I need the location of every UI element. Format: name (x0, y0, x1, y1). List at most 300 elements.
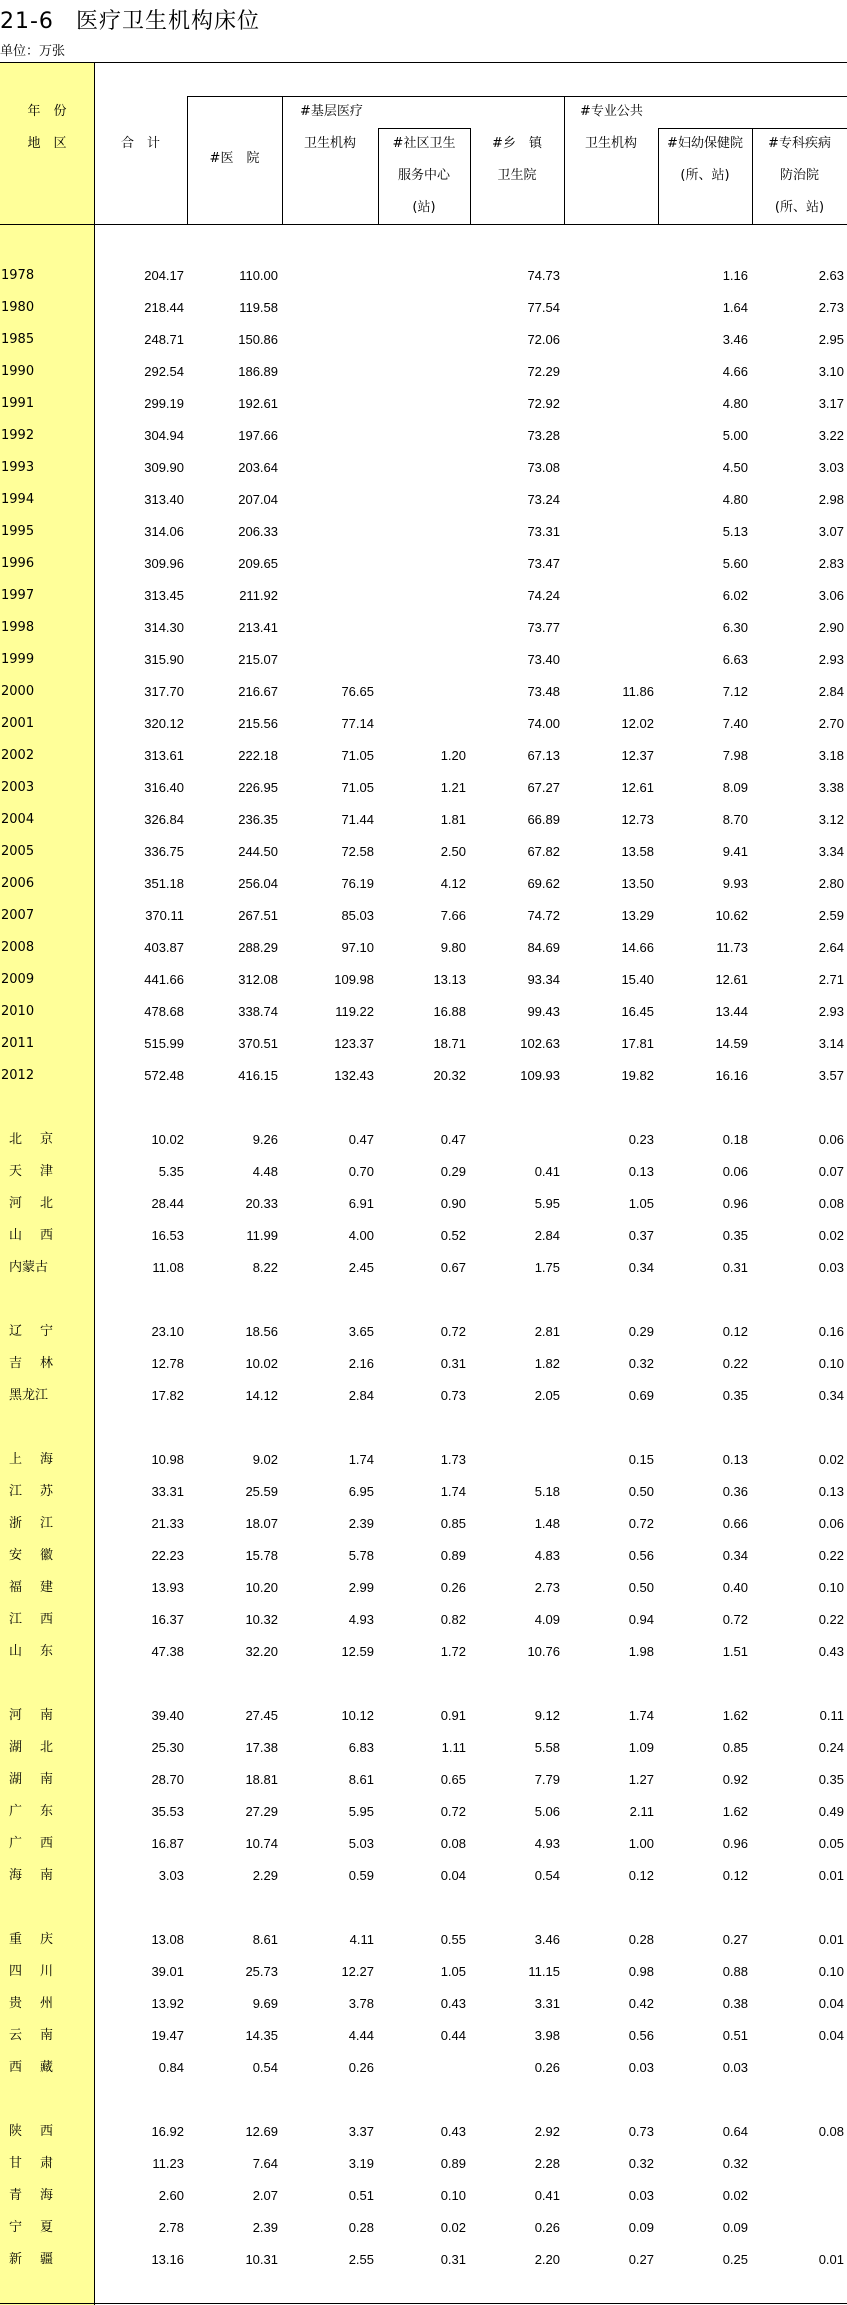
table-cell: 11.23 (152, 2156, 184, 2171)
table-cell: 13.44 (715, 1004, 748, 1019)
table-cell: 3.31 (534, 1996, 560, 2011)
year-row (0, 516, 847, 548)
region-row (0, 2212, 847, 2244)
table-cell: 314.06 (144, 524, 184, 539)
table-cell: 11.73 (716, 940, 748, 955)
table-cell: 7.79 (534, 1772, 560, 1787)
table-cell: 72.92 (527, 396, 560, 411)
table-cell: 2.84 (348, 1388, 374, 1403)
region-row (0, 1604, 847, 1636)
table-cell: 12.69 (245, 2124, 278, 2139)
table-cell: 12.02 (621, 716, 654, 731)
year-row (0, 292, 847, 324)
table-cell: 0.59 (348, 1868, 374, 1883)
table-cell: 17.38 (245, 1740, 278, 1755)
table-cell: 39.40 (151, 1708, 184, 1723)
table-cell: 1.75 (534, 1260, 560, 1275)
region-label (8, 1188, 53, 1220)
table-cell: 3.10 (818, 364, 844, 379)
table-cell: 0.03 (628, 2188, 654, 2203)
row-label-text: 重 (9, 1932, 23, 1947)
table-cell: 67.27 (527, 780, 560, 795)
table-cell: 0.18 (722, 1132, 748, 1147)
table-cell: 25.73 (245, 1964, 278, 1979)
table-cell: 0.89 (440, 2156, 466, 2171)
row-label-text: 1978 (1, 268, 35, 283)
year-row (0, 740, 847, 772)
table-cell: 10.74 (245, 1836, 278, 1851)
table-cell: 0.64 (722, 2124, 748, 2139)
table-cell: 10.32 (245, 1612, 278, 1627)
table-cell: 314.30 (144, 620, 184, 635)
row-label-text: 西 (39, 2124, 53, 2139)
table-cell: 0.41 (534, 1164, 560, 1179)
table-cell: 85.03 (341, 908, 374, 923)
table-cell: 0.12 (722, 1868, 748, 1883)
table-cell: 204.17 (144, 268, 184, 283)
region-label (8, 1796, 53, 1828)
table-cell: 2.95 (818, 332, 844, 347)
row-label-text: 新 (9, 2252, 23, 2267)
table-cell: 0.26 (348, 2060, 374, 2075)
region-row (0, 1156, 847, 1188)
table-cell: 309.90 (144, 460, 184, 475)
table-cell: 0.02 (722, 2188, 748, 2203)
table-cell: 16.87 (151, 1836, 184, 1851)
region-label (8, 1540, 53, 1572)
table-cell: 0.13 (628, 1164, 654, 1179)
table-cell: 25.30 (151, 1740, 184, 1755)
table-cell: 0.22 (722, 1356, 748, 1371)
header-public: #专业公共 (580, 104, 643, 119)
region-label (8, 2148, 53, 2180)
table-cell: 9.12 (534, 1708, 560, 1723)
table-cell: 3.98 (534, 2028, 560, 2043)
year-label (0, 388, 95, 420)
region-row (0, 2020, 847, 2052)
table-cell: 77.54 (527, 300, 560, 315)
table-cell: 71.05 (341, 748, 374, 763)
table-cell: 74.00 (527, 716, 560, 731)
table-cell: 186.89 (238, 364, 278, 379)
table-cell: 77.14 (341, 716, 374, 731)
table-cell: 0.01 (818, 2252, 844, 2267)
table-cell: 74.24 (527, 588, 560, 603)
table-cell: 206.33 (238, 524, 278, 539)
region-row (0, 1828, 847, 1860)
table-cell: 0.73 (440, 1388, 466, 1403)
table-cell: 0.10 (818, 1964, 844, 1979)
table-cell: 74.72 (527, 908, 560, 923)
table-cell: 39.01 (151, 1964, 184, 1979)
table-cell: 16.88 (433, 1004, 466, 1019)
table-cell: 0.94 (628, 1612, 654, 1627)
table-cell: 0.29 (440, 1164, 466, 1179)
table-cell: 0.03 (818, 1260, 844, 1275)
row-label-text: 南 (39, 2028, 53, 2043)
table-cell: 8.09 (722, 780, 748, 795)
region-label (8, 1444, 53, 1476)
header-total: 合 计 (120, 136, 160, 151)
row-label-text: 2004 (1, 812, 35, 827)
table-cell: 47.38 (151, 1644, 184, 1659)
table-cell: 3.78 (348, 1996, 374, 2011)
row-label-text: 南 (39, 1772, 53, 1787)
table-cell: 0.02 (440, 2220, 466, 2235)
table-cell: 73.47 (527, 556, 560, 571)
region-row (0, 1188, 847, 1220)
table-cell: 14.59 (715, 1036, 748, 1051)
table-cell: 33.31 (151, 1484, 184, 1499)
table-cell: 28.44 (151, 1196, 184, 1211)
row-label-text: 海 (39, 2188, 53, 2203)
table-cell: 1.62 (722, 1804, 748, 1819)
region-row (0, 1860, 847, 1892)
table-cell: 14.66 (621, 940, 654, 955)
table-cell: 67.82 (527, 844, 560, 859)
table-cell: 215.07 (238, 652, 278, 667)
table-cell: 0.73 (628, 2124, 654, 2139)
table-cell: 12.73 (621, 812, 654, 827)
table-cell: 0.65 (440, 1772, 466, 1787)
row-label-text: 河 (9, 1708, 23, 1723)
row-label-text: 东 (39, 1644, 53, 1659)
table-cell: 6.91 (348, 1196, 374, 1211)
table-cell: 73.24 (527, 492, 560, 507)
table-cell: 256.04 (238, 876, 278, 891)
year-label (0, 932, 95, 964)
table-cell: 0.10 (440, 2188, 466, 2203)
row-label-text: 宁 (39, 1324, 53, 1339)
table-cell: 18.81 (245, 1772, 278, 1787)
row-label-text: 京 (39, 1132, 53, 1147)
table-cell: 12.59 (341, 1644, 374, 1659)
row-label-text: 1980 (1, 300, 35, 315)
row-label-text: 陕 (9, 2124, 23, 2139)
table-cell: 9.80 (440, 940, 466, 955)
table-cell: 1.11 (441, 1740, 466, 1755)
table-cell: 7.12 (722, 684, 748, 699)
table-cell: 13.92 (151, 1996, 184, 2011)
table-cell: 2.39 (252, 2220, 278, 2235)
row-label-text: 天 (9, 1164, 23, 1179)
region-label (8, 1604, 53, 1636)
table-cell: 2.50 (440, 844, 466, 859)
row-label-text: 川 (39, 1964, 53, 1979)
table-cell: 0.55 (440, 1932, 466, 1947)
table-cell: 4.12 (440, 876, 466, 891)
row-label-text: 南 (39, 1868, 53, 1883)
row-label-text: 2009 (1, 972, 35, 987)
table-cell: 441.66 (144, 972, 184, 987)
row-label-text: 湖 (9, 1772, 23, 1787)
header-specialty-2: 防治院 (779, 168, 819, 183)
year-row (0, 804, 847, 836)
table-cell: 0.15 (628, 1452, 654, 1467)
row-label-text: 2007 (1, 908, 35, 923)
region-label (8, 2052, 53, 2084)
region-label (8, 1316, 53, 1348)
row-label-text: 1985 (1, 332, 35, 347)
year-row (0, 900, 847, 932)
row-label-text: 1995 (1, 524, 35, 539)
table-cell: 7.98 (722, 748, 748, 763)
region-label (8, 1252, 53, 1284)
table-cell: 0.13 (722, 1452, 748, 1467)
table-cell: 2.28 (534, 2156, 560, 2171)
table-cell: 11.15 (528, 1964, 560, 1979)
region-label (8, 2212, 53, 2244)
table-cell: 0.85 (722, 1740, 748, 1755)
region-label (8, 1636, 53, 1668)
year-label (0, 356, 95, 388)
table-cell: 4.93 (534, 1836, 560, 1851)
table-cell: 515.99 (144, 1036, 184, 1051)
row-label-text: 宁 (9, 2220, 23, 2235)
header-community-1: #社区卫生 (392, 136, 456, 151)
table-cell: 211.92 (239, 588, 278, 603)
table-cell: 3.19 (348, 2156, 374, 2171)
year-row (0, 644, 847, 676)
region-label (8, 1572, 53, 1604)
table-cell: 3.17 (818, 396, 844, 411)
table-cell: 93.34 (527, 972, 560, 987)
table-cell: 2.29 (252, 1868, 278, 1883)
table-cell: 0.54 (252, 2060, 278, 2075)
table-cell: 304.94 (144, 428, 184, 443)
row-label-text: 西 (39, 1836, 53, 1851)
row-label-text: 广 (9, 1836, 23, 1851)
row-label-text: 建 (39, 1580, 53, 1595)
region-row (0, 1124, 847, 1156)
table-cell: 73.48 (527, 684, 560, 699)
table-cell: 0.03 (628, 2060, 654, 2075)
region-row (0, 2052, 847, 2084)
region-label (8, 1508, 53, 1540)
header-township-2: 卫生院 (497, 168, 537, 183)
row-label-text: 北 (39, 1196, 53, 1211)
year-label (0, 1060, 95, 1092)
year-label (0, 708, 95, 740)
table-cell: 0.51 (348, 2188, 374, 2203)
region-row (0, 1316, 847, 1348)
table-cell: 6.63 (722, 652, 748, 667)
table-cell: 7.40 (722, 716, 748, 731)
header-mch-2: (所、站) (680, 168, 730, 183)
table-cell: 10.98 (151, 1452, 184, 1467)
region-label (8, 1700, 53, 1732)
table-cell: 17.81 (621, 1036, 654, 1051)
table-cell: 15.78 (245, 1548, 278, 1563)
header-public-inst: 卫生机构 (584, 136, 637, 151)
row-label-text: 北 (39, 1740, 53, 1755)
table-cell: 4.11 (349, 1932, 374, 1947)
row-label-text: 福 (9, 1580, 23, 1595)
year-row (0, 324, 847, 356)
row-label-text: 肃 (39, 2156, 53, 2171)
table-cell: 9.69 (252, 1996, 278, 2011)
table-cell: 1.20 (440, 748, 466, 763)
table-cell: 0.98 (628, 1964, 654, 1979)
region-label (8, 1476, 53, 1508)
table-cell: 3.07 (818, 524, 844, 539)
table-cell: 5.60 (722, 556, 748, 571)
table-cell: 222.18 (238, 748, 278, 763)
region-row (0, 1956, 847, 1988)
year-label (0, 836, 95, 868)
year-label (0, 644, 95, 676)
table-cell: 416.15 (238, 1068, 278, 1083)
table-cell: 0.03 (722, 2060, 748, 2075)
table-cell: 12.78 (151, 1356, 184, 1371)
header-grassroots: #基层医疗 (300, 104, 363, 119)
table-cell: 338.74 (238, 1004, 278, 1019)
year-row (0, 708, 847, 740)
table-cell: 6.83 (348, 1740, 374, 1755)
table-cell: 20.33 (245, 1196, 278, 1211)
table-cell: 226.95 (238, 780, 278, 795)
table-cell: 5.95 (534, 1196, 560, 1211)
region-row (0, 2116, 847, 2148)
table-cell: 0.56 (628, 1548, 654, 1563)
row-label-text: 2001 (1, 716, 35, 731)
table-cell: 0.26 (440, 1580, 466, 1595)
row-label-text: 2006 (1, 876, 35, 891)
table-cell: 0.69 (628, 1388, 654, 1403)
table-cell: 0.72 (628, 1516, 654, 1531)
table-cell: 0.90 (440, 1196, 466, 1211)
table-cell: 0.32 (722, 2156, 748, 2171)
year-row (0, 868, 847, 900)
table-cell: 1.82 (534, 1356, 560, 1371)
table-cell: 3.46 (722, 332, 748, 347)
table-cell: 197.66 (238, 428, 278, 443)
table-cell: 3.37 (348, 2124, 374, 2139)
table-cell: 0.41 (534, 2188, 560, 2203)
table-cell: 7.66 (440, 908, 466, 923)
table-cell: 10.31 (245, 2252, 278, 2267)
table-cell: 0.09 (722, 2220, 748, 2235)
row-label-text: 疆 (39, 2252, 53, 2267)
region-label (8, 2116, 53, 2148)
table-cell: 218.44 (144, 300, 184, 315)
region-label (8, 1124, 53, 1156)
region-label (8, 1156, 53, 1188)
table-cell: 2.99 (348, 1580, 374, 1595)
region-row (0, 1700, 847, 1732)
table-cell: 97.10 (341, 940, 374, 955)
table-cell: 2.39 (348, 1516, 374, 1531)
table-cell: 0.02 (818, 1452, 844, 1467)
table-cell: 0.38 (722, 1996, 748, 2011)
table-cell: 2.84 (818, 684, 844, 699)
row-label-text: 夏 (39, 2220, 53, 2235)
table-cell: 215.56 (238, 716, 278, 731)
region-label (8, 1220, 53, 1252)
row-label-text: 江 (9, 1484, 23, 1499)
table-cell: 3.46 (534, 1932, 560, 1947)
region-row (0, 1508, 847, 1540)
table-cell: 76.65 (341, 684, 374, 699)
year-row (0, 388, 847, 420)
table-cell: 0.96 (722, 1836, 748, 1851)
year-label (0, 1028, 95, 1060)
table-cell: 0.88 (722, 1964, 748, 1979)
region-label (8, 2180, 53, 2212)
row-label-text: 1992 (1, 428, 35, 443)
table-cell: 1.00 (628, 1836, 654, 1851)
table-cell: 3.03 (158, 1868, 184, 1883)
table-cell: 5.03 (348, 1836, 374, 1851)
table-cell: 0.91 (440, 1708, 466, 1723)
table-cell: 11.08 (152, 1260, 184, 1275)
table-cell: 2.93 (818, 1004, 844, 1019)
year-row (0, 484, 847, 516)
row-label-text: 1990 (1, 364, 35, 379)
table-cell: 23.10 (151, 1324, 184, 1339)
header-year: 年 份 (27, 104, 67, 119)
table-cell: 1.09 (628, 1740, 654, 1755)
row-label-text: 四 (9, 1964, 23, 1979)
row-label-text: 云 (9, 2028, 23, 2043)
row-label-text: 青 (9, 2188, 23, 2203)
table-cell: 0.72 (440, 1804, 466, 1819)
region-label (8, 1732, 53, 1764)
table-cell: 13.08 (151, 1932, 184, 1947)
table-cell: 76.19 (341, 876, 374, 891)
table-cell: 74.73 (527, 268, 560, 283)
table-cell: 1.05 (628, 1196, 654, 1211)
table-cell: 0.11 (819, 1708, 844, 1723)
table-cell: 0.35 (722, 1228, 748, 1243)
table-cell: 9.41 (722, 844, 748, 859)
table-cell: 0.50 (628, 1580, 654, 1595)
table-cell: 0.22 (818, 1612, 844, 1627)
table-cell: 73.40 (527, 652, 560, 667)
table-cell: 267.51 (238, 908, 278, 923)
table-cell: 0.85 (440, 1516, 466, 1531)
table-cell: 0.09 (628, 2220, 654, 2235)
table-cell: 15.40 (621, 972, 654, 987)
region-row (0, 1348, 847, 1380)
table-cell: 8.22 (252, 1260, 278, 1275)
region-label (8, 1828, 53, 1860)
table-cell: 336.75 (144, 844, 184, 859)
row-label-text: 北 (9, 1132, 23, 1147)
year-label (0, 484, 95, 516)
table-cell: 0.72 (722, 1612, 748, 1627)
table-cell: 27.45 (245, 1708, 278, 1723)
table-cell: 9.93 (722, 876, 748, 891)
table-cell: 0.35 (818, 1772, 844, 1787)
table-cell: 244.50 (238, 844, 278, 859)
table-cell: 0.04 (818, 1996, 844, 2011)
row-label-text: 江 (39, 1516, 53, 1531)
table-cell: 73.77 (527, 620, 560, 635)
year-row (0, 932, 847, 964)
table-cell: 2.90 (818, 620, 844, 635)
year-row (0, 964, 847, 996)
year-label (0, 868, 95, 900)
row-label-text: 藏 (39, 2060, 53, 2075)
table-cell: 2.80 (818, 876, 844, 891)
table-cell: 0.25 (722, 2252, 748, 2267)
table-cell: 0.67 (440, 1260, 466, 1275)
table-cell: 1.74 (348, 1452, 374, 1467)
table-cell: 2.55 (348, 2252, 374, 2267)
table-cell: 16.45 (621, 1004, 654, 1019)
region-row (0, 1796, 847, 1828)
